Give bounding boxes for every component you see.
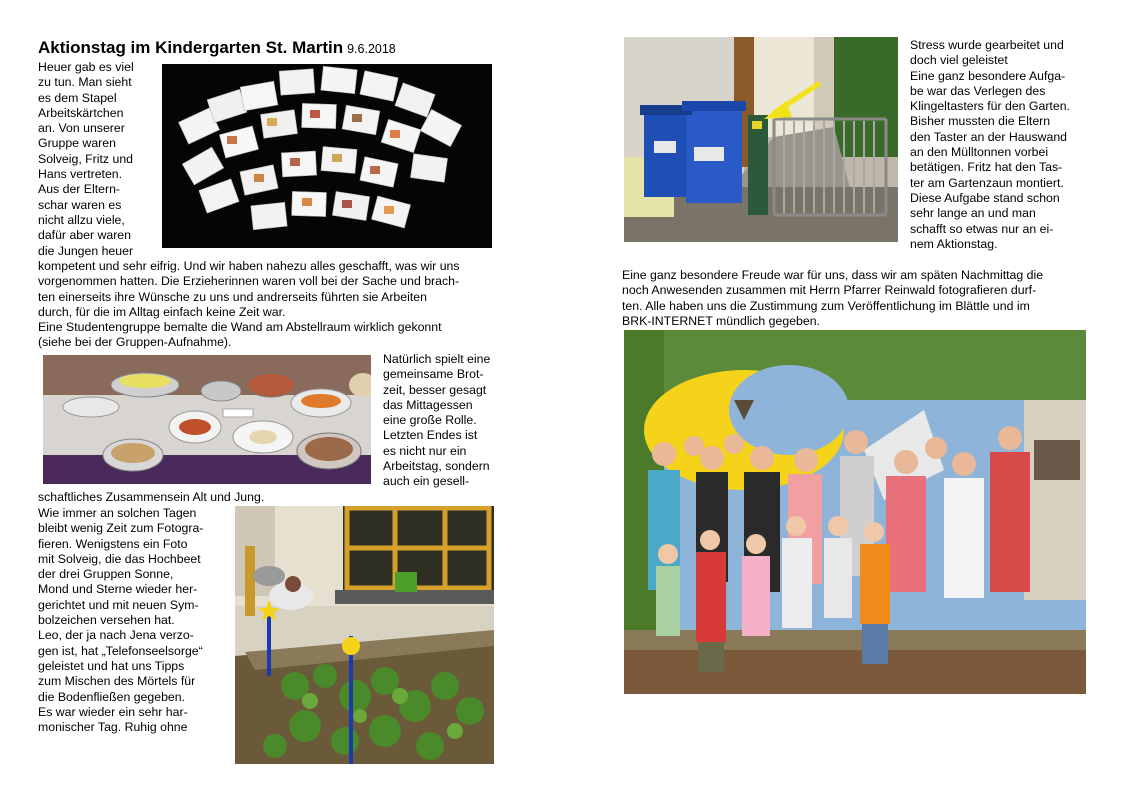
photo-group [624,330,1086,694]
left-page [0,0,561,794]
title-date: 9.6.2018 [347,42,396,56]
title-text: Aktionstag im Kindergarten St. Martin [38,38,344,57]
photo-raised-bed [235,506,494,764]
right-para1: Stress wurde gearbeitet und doch viel geleistet Eine ganz besondere Aufga- be war das Verlegen des Klingeltasters für den Garten. Bisher mussten die Eltern den Taster an der Hauswand an den Mülltonnen vorbei betätigen. Fritz hat den Tas- ter am Gartenzaun montiert. Diese Aufgabe stand schon sehr lange an und man schafft so etwas nur an ei- nem Aktionstag. [910,38,1070,251]
para3-narrow: Wie immer an solchen Tagen bleibt wenig Zeit zum Fotogra- fieren. Wenigstens ein Foto mit Solveig, die das Hochbeet der drei Gruppen Sonne, Mond und Sterne wieder her- gerichtet und mit neuen Sym- bolzeichen versehen hat. Leo, der ja nach Jena verzo- gen ist, hat „Telefonseelsorge“ geleistet und hat uns Tipps zum Mischen des Mörtels für die Bodenfließen gegeben. Es war wieder ein sehr har- monischer Tag. Ruhig ohne [38,506,204,735]
para1-wide: kompetent und sehr eifrig. Und wir haben nahezu alles geschafft, was wir uns vorgenommen hatten. Die Erzieherinnen waren voll bei der Sache und brach- ten einerseits ihre Wünsche zu uns und andrerseits führten sie Arbeiten durch, für die im Alltag einfach keine Zeit war. Eine Studentengruppe bemalte die Wand am Abstellraum wirklich gekonnt (siehe bei der Gruppen-Aufnahme). [38,259,460,350]
para1-narrow: Heuer gab es viel zu tun. Man sieht es dem Stapel Arbeitskärtchen an. Von unserer Gruppe waren Solveig, Fritz und Hans vertreten. Aus der Eltern- schar waren es nicht allzu viele, dafür aber waren die Jungen heuer [38,60,134,258]
para2-narrow: Natürlich spielt eine gemeinsame Brot- zeit, besser gesagt das Mittagessen eine große Rolle. Letzten Endes ist es nicht nur ein Arbeitstag, sondern auch ein gesell- [383,352,491,489]
photo-work-cards [162,64,492,248]
right-page [561,0,1123,794]
photo-bins-gate [624,37,898,242]
para2-continue: schaftliches Zusammensein Alt und Jung. [38,490,265,504]
photo-lunch-buffet [43,355,371,484]
right-para2: Eine ganz besondere Freude war für uns, dass wir am späten Nachmittag die noch Anwesenden zusammen mit Herrn Pfarrer Reinwald fotografieren durf- ten. Alle haben uns die Zustimmung zum Veröffentlichung im Blättle und im BRK-INTERNET mündlich gegeben. [622,268,1044,328]
article-title [38,38,396,58]
